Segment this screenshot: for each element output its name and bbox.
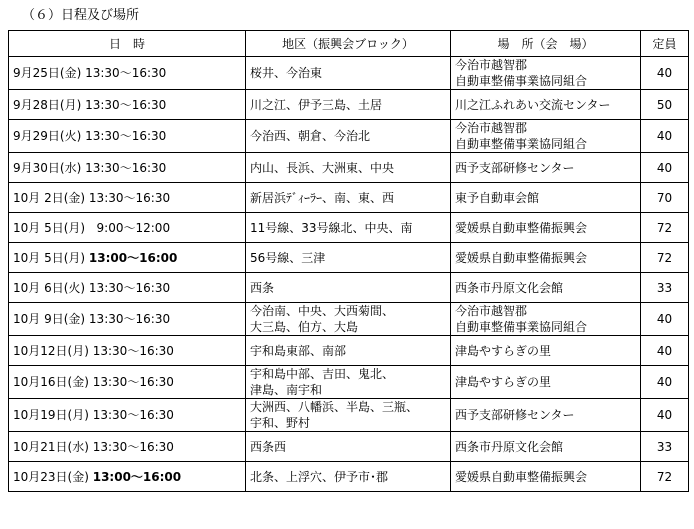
venue-line: 自動車整備事業協同組合 [455,74,588,88]
cell-capacity: 40 [641,399,689,432]
cell-datetime [9,336,246,366]
cell-datetime [9,462,246,492]
cell-district [246,399,451,432]
district-line: 大洲西、八幡浜、半島、三瓶、 [250,400,419,414]
district-line: 11号線、33号線北、中央、南 [250,220,413,235]
table-row [9,90,689,120]
table-row [9,336,689,366]
cell-district [246,120,451,153]
venue-line: 川之江ふれあい交流センター [455,97,611,112]
district-line: 56号線、三津 [250,250,326,265]
table-row [9,273,689,303]
cell-capacity: 40 [641,57,689,90]
time-text: 13:30～16:30 [85,129,167,143]
cell-datetime [9,243,246,273]
cell-district [246,213,451,243]
venue-line: 今治市越智郡 [455,304,528,318]
time-text: 13:30～16:30 [92,408,174,422]
venue-line: 西条市丹原文化会館 [455,280,564,295]
cell-datetime [9,303,246,336]
venue-line: 東予自動車会館 [455,190,540,205]
section-title: （６）日程及び場所 [22,8,140,23]
time-text: 13:00～16:00 [92,469,182,484]
venue-line: 愛媛県自動車整備振興会 [455,250,588,265]
date-text: 9月29日(火) [13,129,82,143]
date-text: 9月28日(月) [13,97,82,112]
venue-line: 今治市越智郡 [455,58,528,72]
cell-district [246,273,451,303]
cell-district [246,57,451,90]
cell-district [246,90,451,120]
cell-datetime [9,90,246,120]
cell-district [246,462,451,492]
cell-capacity: 72 [641,462,689,492]
table-row [9,303,689,336]
venue-line: 西予支部研修センター [455,408,575,422]
cell-venue [451,336,641,366]
district-line: 宇和島中部、吉田、鬼北、 [250,367,395,381]
cell-capacity: 40 [641,120,689,153]
cell-district [246,243,451,273]
date-text: 10月 9日(金) [13,312,86,326]
cell-datetime [9,273,246,303]
header-date: 日 時 [9,31,246,57]
cell-district [246,303,451,336]
time-text: 13:30～16:30 [92,375,174,389]
venue-line: 今治市越智郡 [455,121,528,135]
cell-datetime [9,57,246,90]
table-row [9,213,689,243]
cell-capacity: 72 [641,213,689,243]
cell-venue [451,432,641,462]
time-text: 13:30～16:30 [92,439,174,454]
district-line: 川之江、伊予三島、土居 [250,97,383,112]
district-line: 桜井、今治東 [250,66,323,80]
district-line: 新居浜ﾃﾞｨｰﾗｰ、南、東、西 [250,190,395,205]
cell-capacity: 40 [641,336,689,366]
cell-district [246,153,451,183]
table-row [9,57,689,90]
cell-datetime [9,366,246,399]
table-row [9,120,689,153]
district-line: 北条、上浮穴、伊予市･郡 [250,469,389,484]
venue-line: 自動車整備事業協同組合 [455,320,588,334]
district-line: 大三島、伯方、大島 [250,320,359,334]
cell-venue [451,243,641,273]
cell-datetime [9,120,246,153]
cell-capacity: 40 [641,366,689,399]
cell-district [246,336,451,366]
cell-venue [451,303,641,336]
cell-venue [451,120,641,153]
date-text: 10月19日(月) [13,408,89,422]
district-line: 宇和、野村 [250,416,311,430]
cell-capacity: 33 [641,273,689,303]
cell-datetime [9,399,246,432]
cell-venue [451,90,641,120]
cell-datetime [9,432,246,462]
cell-capacity: 40 [641,153,689,183]
cell-venue [451,462,641,492]
venue-line: 愛媛県自動車整備振興会 [455,220,588,235]
date-text: 9月30日(水) [13,160,82,175]
cell-venue [451,183,641,213]
time-text: 9:00～12:00 [88,220,171,235]
cell-venue [451,399,641,432]
cell-venue [451,366,641,399]
time-text: 13:30～16:30 [88,280,171,295]
cell-district [246,183,451,213]
time-text: 13:30～16:30 [88,190,171,205]
district-line: 宇和島東部、南部 [250,343,347,358]
cell-venue [451,57,641,90]
table-row [9,183,689,213]
district-line: 西条西 [250,439,287,454]
cell-venue [451,273,641,303]
venue-line: 西予支部研修センター [455,160,575,175]
venue-line: 津島やすらぎの里 [455,375,552,389]
table-row [9,366,689,399]
cell-district [246,432,451,462]
cell-venue [451,213,641,243]
district-line: 今治南、中央、大西菊間、 [250,304,395,318]
header-capacity: 定員 [641,31,689,57]
district-line: 津島、南宇和 [250,383,323,397]
date-text: 9月25日(金) [13,66,82,80]
date-text: 10月 5日(月) [13,220,86,235]
cell-datetime [9,153,246,183]
date-text: 10月 6日(火) [13,280,86,295]
cell-capacity: 50 [641,90,689,120]
venue-line: 津島やすらぎの里 [455,343,552,358]
date-text: 10月21日(水) [13,439,89,454]
cell-capacity: 33 [641,432,689,462]
date-text: 10月23日(金) [13,469,89,484]
table-row [9,243,689,273]
date-text: 10月12日(月) [13,343,89,358]
header-district: 地区（振興会ブロック） [246,31,451,57]
cell-district [246,366,451,399]
district-line: 内山、長浜、大洲東、中央 [250,160,395,175]
header-venue: 場 所（会 場） [451,31,641,57]
venue-line: 西条市丹原文化会館 [455,439,564,454]
time-text: 13:30～16:30 [92,343,174,358]
cell-capacity: 72 [641,243,689,273]
table-row [9,462,689,492]
time-text: 13:30～16:30 [85,66,167,80]
schedule-table [8,30,689,492]
time-text: 13:00～16:00 [88,250,178,265]
table-row [9,432,689,462]
cell-capacity: 40 [641,303,689,336]
district-line: 今治西、朝倉、今治北 [250,129,371,143]
cell-datetime [9,213,246,243]
district-line: 西条 [250,280,275,295]
cell-venue [451,153,641,183]
date-text: 10月16日(金) [13,375,89,389]
time-text: 13:30～16:30 [85,97,167,112]
cell-datetime [9,183,246,213]
time-text: 13:30～16:30 [85,160,167,175]
date-text: 10月 5日(月) [13,250,86,265]
schedule-body [9,57,689,492]
time-text: 13:30～16:30 [88,312,171,326]
venue-line: 愛媛県自動車整備振興会 [455,469,588,484]
table-row [9,153,689,183]
table-row [9,399,689,432]
cell-capacity: 70 [641,183,689,213]
venue-line: 自動車整備事業協同組合 [455,137,588,151]
table-header-row [9,31,689,57]
date-text: 10月 2日(金) [13,190,86,205]
